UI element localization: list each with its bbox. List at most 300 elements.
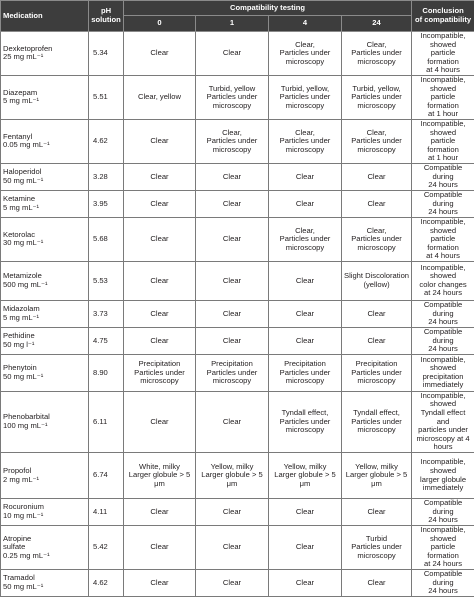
medication-line: Midazolam (3, 305, 86, 314)
cell-hour-0 (124, 453, 196, 499)
header-conclusion (412, 1, 474, 32)
cell-hour-0 (124, 75, 196, 119)
cell-hour-1 (196, 32, 269, 76)
table-row (1, 354, 474, 391)
cell-hour-24 (342, 300, 412, 327)
cell-hour-0-line: Clear (126, 337, 193, 346)
table-row (1, 499, 474, 526)
cell-hour-4 (269, 570, 342, 597)
cell-hour-4-line: Precipitation (271, 360, 339, 369)
table-row (1, 119, 474, 163)
cell-hour-4 (269, 75, 342, 119)
table-row (1, 190, 474, 217)
header-ph-line2: solution (91, 16, 121, 25)
cell-conclusion-line: showed (414, 467, 472, 476)
cell-hour-0-line: microscopy (126, 377, 193, 386)
cell-hour-24-line: Clear (344, 200, 409, 209)
cell-ph: 4.75 (89, 327, 124, 354)
cell-conclusion (412, 75, 474, 119)
cell-ph: 6.11 (89, 391, 124, 452)
header-compatibility-testing-label: Compatibility testing (230, 3, 305, 12)
cell-hour-4-line: Clear (271, 173, 339, 182)
cell-conclusion-line: particle formation (414, 235, 472, 252)
cell-hour-4-line: microscopy (271, 58, 339, 67)
header-hour-0: 0 (124, 16, 196, 32)
cell-conclusion-line: 24 hours (414, 587, 472, 596)
cell-conclusion-line: 24 hours (414, 181, 472, 190)
cell-hour-1-line: Clear (198, 310, 266, 319)
medication-line: 5 mg mL⁻¹ (3, 97, 86, 106)
cell-hour-4-line: Clear (271, 310, 339, 319)
cell-conclusion-line: Incompatible, showed (414, 526, 472, 543)
cell-medication (1, 261, 89, 300)
cell-hour-4 (269, 354, 342, 391)
cell-hour-4-line: microscopy (271, 377, 339, 386)
cell-hour-4-line: Clear, (271, 227, 339, 236)
cell-hour-24-line: Particles under (344, 418, 409, 427)
cell-hour-0-line: Clear (126, 543, 193, 552)
cell-hour-24-line: microscopy (344, 426, 409, 435)
medication-line: 50 mg mL⁻¹ (3, 373, 86, 382)
cell-ph: 3.95 (89, 190, 124, 217)
cell-hour-24-line: Yellow, milky (344, 463, 409, 472)
cell-hour-4 (269, 32, 342, 76)
cell-conclusion (412, 526, 474, 570)
cell-hour-24 (342, 190, 412, 217)
cell-conclusion-line: 24 hours (414, 318, 472, 327)
cell-hour-0-line: Clear (126, 508, 193, 517)
cell-medication (1, 163, 89, 190)
medication-line: 100 mg mL⁻¹ (3, 422, 86, 431)
cell-ph: 3.73 (89, 300, 124, 327)
cell-conclusion (412, 300, 474, 327)
cell-conclusion-line: Incompatible, showed (414, 264, 472, 281)
table-row (1, 453, 474, 499)
cell-hour-0 (124, 327, 196, 354)
cell-hour-1-line: Turbid, yellow (198, 85, 266, 94)
table-row (1, 327, 474, 354)
table-row (1, 32, 474, 76)
cell-hour-0 (124, 261, 196, 300)
cell-conclusion-line: at 24 hours (414, 289, 472, 298)
cell-hour-1 (196, 453, 269, 499)
cell-hour-24-line: Particles under (344, 137, 409, 146)
medication-line: Rocuronium (3, 503, 86, 512)
medication-line: 50 mg mL⁻¹ (3, 583, 86, 592)
cell-hour-1 (196, 391, 269, 452)
cell-ph: 3.28 (89, 163, 124, 190)
medication-line: 50 mg l⁻¹ (3, 341, 86, 350)
cell-hour-24-line: Clear, (344, 129, 409, 138)
cell-ph: 5.42 (89, 526, 124, 570)
medication-line: sulfate (3, 543, 86, 552)
cell-hour-24-line: Slight Discoloration (344, 272, 409, 281)
cell-hour-4 (269, 453, 342, 499)
cell-conclusion-line: Incompatible, showed (414, 356, 472, 373)
cell-conclusion-line: at 4 hours (414, 66, 472, 75)
cell-conclusion-line: Compatible during (414, 570, 472, 587)
cell-hour-24 (342, 119, 412, 163)
cell-hour-24 (342, 75, 412, 119)
cell-ph: 5.68 (89, 217, 124, 261)
cell-conclusion-line: particle formation (414, 137, 472, 154)
medication-line: 50 mg mL⁻¹ (3, 177, 86, 186)
cell-hour-1-line: Clear (198, 337, 266, 346)
cell-conclusion-line: Incompatible, showed (414, 120, 472, 137)
cell-hour-1 (196, 190, 269, 217)
header-compatibility-testing (124, 1, 412, 16)
cell-medication (1, 32, 89, 76)
cell-hour-24-line: Clear (344, 579, 409, 588)
medication-line: Diazepam (3, 89, 86, 98)
table-row (1, 75, 474, 119)
cell-hour-0-line: White, milky (126, 463, 193, 472)
cell-conclusion-line: particle formation (414, 93, 472, 110)
cell-medication (1, 190, 89, 217)
cell-conclusion-line: Incompatible, showed (414, 76, 472, 93)
cell-conclusion-line: immediately (414, 484, 472, 493)
cell-hour-24-line: microscopy (344, 58, 409, 67)
medication-line: 5 mg mL⁻¹ (3, 314, 86, 323)
cell-hour-24 (342, 32, 412, 76)
cell-conclusion-line: at 24 hours (414, 560, 472, 569)
cell-hour-24-line: Particles under (344, 49, 409, 58)
cell-hour-1-line: Particles under (198, 137, 266, 146)
cell-hour-0 (124, 32, 196, 76)
cell-hour-24 (342, 526, 412, 570)
cell-hour-4-line: Clear (271, 579, 339, 588)
cell-medication (1, 354, 89, 391)
cell-hour-0-line: Clear (126, 49, 193, 58)
cell-hour-4 (269, 327, 342, 354)
medication-line: 10 mg mL⁻¹ (3, 512, 86, 521)
medication-line: 0.25 mg mL⁻¹ (3, 552, 86, 561)
medication-line: 25 mg mL⁻¹ (3, 53, 86, 62)
cell-hour-4 (269, 119, 342, 163)
cell-hour-24-line: Particles under (344, 235, 409, 244)
cell-hour-0-line: Clear (126, 200, 193, 209)
cell-hour-24 (342, 354, 412, 391)
medication-line: Metamizole (3, 272, 86, 281)
cell-conclusion-line: Tyndall effect and (414, 409, 472, 426)
cell-hour-24-line: Particles under (344, 543, 409, 552)
cell-conclusion (412, 217, 474, 261)
cell-conclusion-line: color changes (414, 281, 472, 290)
cell-hour-0-line: Clear (126, 310, 193, 319)
cell-hour-24-line: microscopy (344, 244, 409, 253)
medication-line: Pethidine (3, 332, 86, 341)
cell-conclusion-line: Compatible during (414, 191, 472, 208)
cell-hour-1-line: Particles under (198, 93, 266, 102)
cell-conclusion-line: Compatible during (414, 301, 472, 318)
header-ph (89, 1, 124, 32)
cell-hour-24 (342, 261, 412, 300)
cell-conclusion-line: microscopy at 4 hours (414, 435, 472, 452)
cell-hour-0 (124, 499, 196, 526)
header-conclusion-line2: of compatibility (414, 16, 472, 25)
cell-hour-1-line: Precipitation (198, 360, 266, 369)
cell-hour-24-line: Precipitation (344, 360, 409, 369)
cell-hour-24-line: Clear, (344, 41, 409, 50)
cell-conclusion-line: Incompatible, showed (414, 392, 472, 409)
cell-conclusion-line: Incompatible, showed (414, 218, 472, 235)
cell-medication (1, 327, 89, 354)
cell-conclusion-line: precipitation (414, 373, 472, 382)
cell-hour-1 (196, 75, 269, 119)
cell-hour-4-line: Clear (271, 200, 339, 209)
cell-medication (1, 453, 89, 499)
cell-conclusion (412, 391, 474, 452)
cell-hour-4 (269, 526, 342, 570)
cell-conclusion-line: larger globule (414, 476, 472, 485)
cell-conclusion (412, 570, 474, 597)
cell-hour-24-line: microscopy (344, 102, 409, 111)
medication-line: 30 mg mL⁻¹ (3, 239, 86, 248)
cell-hour-1 (196, 163, 269, 190)
cell-hour-0-line: Clear (126, 418, 193, 427)
cell-hour-4-line: Particles under (271, 235, 339, 244)
cell-hour-24-line: Particles under (344, 369, 409, 378)
cell-hour-0-line: Clear, yellow (126, 93, 193, 102)
cell-medication (1, 119, 89, 163)
cell-conclusion-line: 24 hours (414, 345, 472, 354)
cell-conclusion-line: at 4 hours (414, 252, 472, 261)
cell-hour-4-line: Clear (271, 508, 339, 517)
cell-hour-4 (269, 190, 342, 217)
cell-hour-0 (124, 354, 196, 391)
cell-ph: 4.62 (89, 119, 124, 163)
cell-hour-4 (269, 391, 342, 452)
cell-hour-1 (196, 119, 269, 163)
cell-hour-24-line: Turbid, yellow, (344, 85, 409, 94)
medication-line: Ketorolac (3, 231, 86, 240)
cell-hour-1 (196, 217, 269, 261)
cell-hour-0-line: Clear (126, 173, 193, 182)
cell-hour-4-line: Clear (271, 543, 339, 552)
cell-medication (1, 391, 89, 452)
cell-hour-4-line: Yellow, milky (271, 463, 339, 472)
cell-hour-1-line: microscopy (198, 146, 266, 155)
cell-hour-1-line: Clear (198, 543, 266, 552)
cell-ph: 5.51 (89, 75, 124, 119)
cell-conclusion (412, 163, 474, 190)
cell-hour-24-line: microscopy (344, 552, 409, 561)
table-body (1, 32, 474, 597)
cell-hour-1-line: Clear (198, 173, 266, 182)
cell-hour-1 (196, 354, 269, 391)
header-conclusion-line1: Conclusion (414, 7, 472, 16)
cell-hour-4-line: Particles under (271, 49, 339, 58)
cell-hour-24 (342, 499, 412, 526)
cell-hour-4-line: Particles under (271, 137, 339, 146)
cell-hour-24 (342, 570, 412, 597)
medication-line: 2 mg mL⁻¹ (3, 476, 86, 485)
cell-conclusion-line: 24 hours (414, 516, 472, 525)
cell-hour-4 (269, 300, 342, 327)
medication-line: Propofol (3, 467, 86, 476)
cell-conclusion-line: Compatible during (414, 328, 472, 345)
cell-conclusion-line: 24 hours (414, 208, 472, 217)
cell-hour-24 (342, 391, 412, 452)
cell-hour-0 (124, 163, 196, 190)
cell-hour-24 (342, 453, 412, 499)
cell-conclusion (412, 354, 474, 391)
medication-line: Fentanyl (3, 133, 86, 142)
cell-hour-1 (196, 327, 269, 354)
cell-hour-4-line: microscopy (271, 426, 339, 435)
cell-hour-24-line: microscopy (344, 377, 409, 386)
cell-ph: 8.90 (89, 354, 124, 391)
cell-hour-24-line: Larger globule > 5 μm (344, 471, 409, 488)
cell-hour-4 (269, 217, 342, 261)
medication-line: 0.05 mg mL⁻¹ (3, 141, 86, 150)
cell-hour-1 (196, 570, 269, 597)
cell-hour-24-line: Clear (344, 337, 409, 346)
cell-ph: 4.11 (89, 499, 124, 526)
cell-hour-1-line: Clear (198, 579, 266, 588)
cell-hour-0-line: Clear (126, 137, 193, 146)
cell-conclusion-line: Compatible during (414, 164, 472, 181)
cell-ph: 4.62 (89, 570, 124, 597)
medication-line: Haloperidol (3, 168, 86, 177)
cell-hour-24-line: Clear (344, 508, 409, 517)
cell-hour-0 (124, 190, 196, 217)
cell-hour-4-line: Clear, (271, 41, 339, 50)
cell-ph: 5.34 (89, 32, 124, 76)
medication-line: Dexketoprofen (3, 45, 86, 54)
cell-hour-1-line: Particles under (198, 369, 266, 378)
cell-hour-4 (269, 499, 342, 526)
cell-hour-4-line: Clear (271, 337, 339, 346)
cell-hour-24-line: (yellow) (344, 281, 409, 290)
cell-hour-0 (124, 391, 196, 452)
cell-conclusion-line: particles under (414, 426, 472, 435)
cell-hour-1-line: Clear (198, 200, 266, 209)
cell-medication (1, 499, 89, 526)
cell-hour-0-line: Particles under (126, 369, 193, 378)
cell-hour-0-line: Clear (126, 235, 193, 244)
cell-medication (1, 217, 89, 261)
cell-hour-4-line: Larger globule > 5 μm (271, 471, 339, 488)
cell-conclusion-line: Incompatible, (414, 458, 472, 467)
cell-hour-1 (196, 499, 269, 526)
header-ph-line1: pH (91, 7, 121, 16)
cell-medication (1, 300, 89, 327)
cell-hour-1-line: Clear (198, 235, 266, 244)
medication-line: Atropine (3, 535, 86, 544)
table-row (1, 391, 474, 452)
cell-conclusion (412, 453, 474, 499)
medication-line: 5 mg mL⁻¹ (3, 204, 86, 213)
cell-hour-4-line: Tyndall effect, (271, 409, 339, 418)
cell-hour-1-line: Clear (198, 49, 266, 58)
cell-ph: 6.74 (89, 453, 124, 499)
cell-conclusion-line: at 1 hour (414, 110, 472, 119)
medication-line: Tramadol (3, 574, 86, 583)
cell-hour-1-line: Yellow, milky (198, 463, 266, 472)
header-hour-24: 24 (342, 16, 412, 32)
cell-hour-1-line: Larger globule > 5 μm (198, 471, 266, 488)
table-row (1, 261, 474, 300)
cell-hour-0 (124, 526, 196, 570)
cell-hour-0-line: Larger globule > 5 μm (126, 471, 193, 488)
table-row (1, 217, 474, 261)
cell-hour-4 (269, 261, 342, 300)
table-row (1, 163, 474, 190)
cell-conclusion (412, 190, 474, 217)
cell-conclusion-line: particle formation (414, 49, 472, 66)
medication-line: 500 mg mL⁻¹ (3, 281, 86, 290)
cell-hour-0-line: Clear (126, 277, 193, 286)
cell-hour-4-line: Particles under (271, 418, 339, 427)
table-row (1, 300, 474, 327)
cell-medication (1, 75, 89, 119)
cell-hour-24 (342, 217, 412, 261)
table-row (1, 526, 474, 570)
medication-line: Phenytoin (3, 364, 86, 373)
cell-hour-0 (124, 570, 196, 597)
cell-hour-0 (124, 217, 196, 261)
cell-hour-0-line: Clear (126, 579, 193, 588)
header-medication-label: Medication (3, 11, 43, 20)
medication-line: Ketamine (3, 195, 86, 204)
table-row (1, 570, 474, 597)
cell-hour-4-line: microscopy (271, 146, 339, 155)
cell-hour-1 (196, 526, 269, 570)
cell-conclusion (412, 32, 474, 76)
cell-hour-24-line: Clear, (344, 227, 409, 236)
cell-hour-24 (342, 327, 412, 354)
cell-hour-0-line: Precipitation (126, 360, 193, 369)
cell-hour-24-line: Clear (344, 310, 409, 319)
cell-hour-4-line: microscopy (271, 102, 339, 111)
header-hour-1: 1 (196, 16, 269, 32)
cell-conclusion-line: Incompatible, showed (414, 32, 472, 49)
cell-medication (1, 570, 89, 597)
medication-line: Phenobarbital (3, 413, 86, 422)
cell-hour-1-line: Clear (198, 418, 266, 427)
cell-conclusion (412, 119, 474, 163)
cell-hour-0 (124, 119, 196, 163)
cell-hour-1-line: Clear, (198, 129, 266, 138)
cell-hour-1-line: Clear (198, 277, 266, 286)
cell-hour-4-line: Clear, (271, 129, 339, 138)
cell-hour-24-line: Turbid (344, 535, 409, 544)
cell-hour-24-line: microscopy (344, 146, 409, 155)
cell-hour-4-line: Turbid, yellow, (271, 85, 339, 94)
cell-conclusion-line: immediately (414, 381, 472, 390)
cell-hour-1 (196, 300, 269, 327)
cell-hour-4-line: microscopy (271, 244, 339, 253)
cell-hour-4-line: Particles under (271, 93, 339, 102)
cell-conclusion-line: particle formation (414, 543, 472, 560)
cell-hour-4 (269, 163, 342, 190)
header-hour-4: 4 (269, 16, 342, 32)
cell-hour-4-line: Particles under (271, 369, 339, 378)
cell-hour-1 (196, 261, 269, 300)
cell-conclusion (412, 499, 474, 526)
cell-conclusion (412, 261, 474, 300)
cell-ph: 5.53 (89, 261, 124, 300)
cell-hour-24-line: Tyndall effect, (344, 409, 409, 418)
cell-conclusion (412, 327, 474, 354)
cell-hour-0 (124, 300, 196, 327)
cell-hour-1-line: Clear (198, 508, 266, 517)
table-header (1, 1, 474, 32)
cell-hour-1-line: microscopy (198, 377, 266, 386)
cell-hour-24 (342, 163, 412, 190)
cell-hour-1-line: microscopy (198, 102, 266, 111)
